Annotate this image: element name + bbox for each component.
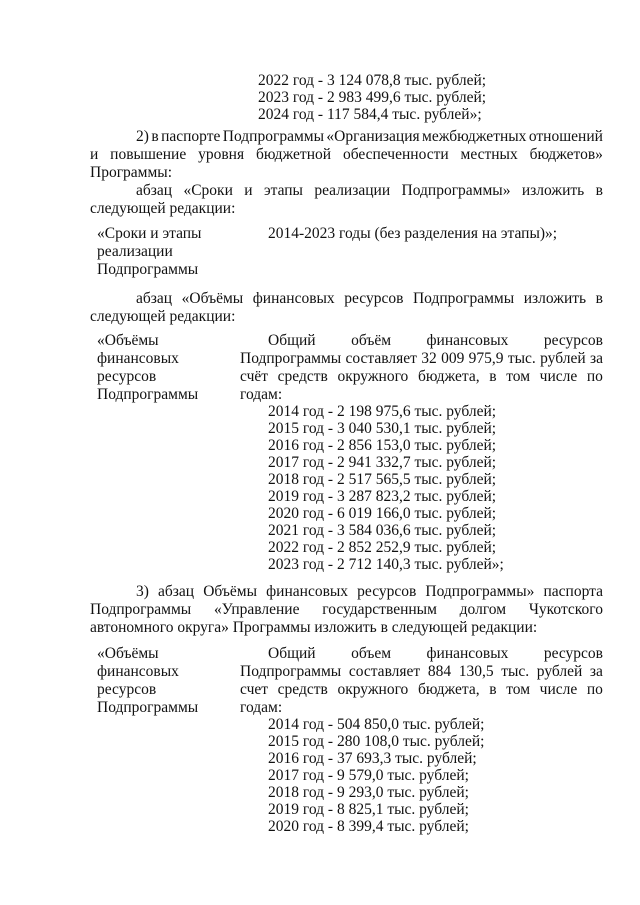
block-label-line: «Объёмы [97, 645, 159, 662]
paragraph-line: Подпрограммы «Управление государственным долгом Чукотского [90, 601, 603, 618]
block-label-line: ресурсов [97, 681, 157, 698]
block-text-line: счет средств окружного бюджета, в том числе по [240, 681, 603, 698]
paragraph-line: абзац «Сроки и этапы реализации Подпрограммы» изложить в [136, 182, 603, 199]
top-year-line: 2022 год - 3 124 078,8 тыс. рублей; [258, 72, 487, 89]
year-line: 2019 год - 8 825,1 тыс. рублей; [268, 801, 469, 818]
block-label-line: «Сроки и этапы [97, 225, 202, 242]
year-line: 2014 год - 504 850,0 тыс. рублей; [268, 716, 485, 733]
block-text-line: Подпрограммы составляет 884 130,5 тыс. рублей за [240, 663, 603, 680]
year-line: 2014 год - 2 198 975,6 тыс. рублей; [268, 403, 497, 420]
year-line: 2015 год - 280 108,0 тыс. рублей; [268, 733, 485, 750]
block-label-line: реализации [97, 243, 173, 260]
year-line: 2016 год - 37 693,3 тыс. рублей; [268, 750, 477, 767]
year-line: 2018 год - 2 517 565,5 тыс. рублей; [268, 471, 497, 488]
block-label-line: финансовых [97, 663, 179, 680]
block-text-line: Общий объём финансовых ресурсов [268, 332, 603, 349]
block-label-line: ресурсов [97, 368, 157, 385]
year-line: 2022 год - 2 852 252,9 тыс. рублей; [268, 539, 497, 556]
paragraph-line: следующей редакции: [90, 308, 236, 325]
year-line: 2016 год - 2 856 153,0 тыс. рублей; [268, 437, 497, 454]
year-line: 2021 год - 3 584 036,6 тыс. рублей; [268, 522, 497, 539]
year-line: 2015 год - 3 040 530,1 тыс. рублей; [268, 420, 497, 437]
paragraph-line: следующей редакции: [90, 200, 236, 217]
block-label-line: Подпрограммы [97, 261, 199, 278]
paragraph-line: абзац «Объёмы финансовых ресурсов Подпрограммы изложить в [136, 290, 603, 307]
year-line: 2019 год - 3 287 823,2 тыс. рублей; [268, 488, 497, 505]
year-line: 2017 год - 2 941 332,7 тыс. рублей; [268, 454, 497, 471]
paragraph-line: Программы: [90, 164, 173, 181]
paragraph-line: автономного округа» Программы изложить в следующей редакции: [90, 619, 538, 636]
block-text-line: годам: [240, 699, 283, 716]
year-line: 2017 год - 9 579,0 тыс. рублей; [268, 767, 469, 784]
block-text-line: счёт средств окружного бюджета, в том числе по [240, 368, 603, 385]
year-line: 2020 год - 6 019 166,0 тыс. рублей; [268, 505, 497, 522]
paragraph-line: и повышение уровня бюджетной обеспеченности местных бюджетов» [90, 146, 603, 163]
block-label-line: финансовых [97, 350, 179, 367]
block-text-line: Общий объем финансовых ресурсов [268, 645, 603, 662]
paragraph-line: 2) в паспорте Подпрограммы «Организация межбюджетных отношений [136, 128, 603, 145]
block-text-line: годам: [240, 386, 283, 403]
block-value: 2014-2023 годы (без разделения на этапы)»; [268, 225, 558, 242]
block-label-line: Подпрограммы [97, 699, 199, 716]
block-label-line: Подпрограммы [97, 386, 199, 403]
top-year-line: 2023 год - 2 983 499,6 тыс. рублей; [258, 89, 487, 106]
year-line: 2018 год - 9 293,0 тыс. рублей; [268, 784, 469, 801]
year-line: 2020 год - 8 399,4 тыс. рублей; [268, 818, 469, 835]
top-year-line: 2024 год - 117 584,4 тыс. рублей»; [258, 106, 482, 123]
year-line: 2023 год - 2 712 140,3 тыс. рублей»; [268, 556, 504, 573]
block-text-line: Подпрограммы составляет 32 009 975,9 тыс. рублей за [240, 350, 603, 367]
block-label-line: «Объёмы [97, 332, 159, 349]
paragraph-line: 3) абзац Объёмы финансовых ресурсов Подпрограммы» паспорта [136, 583, 603, 600]
